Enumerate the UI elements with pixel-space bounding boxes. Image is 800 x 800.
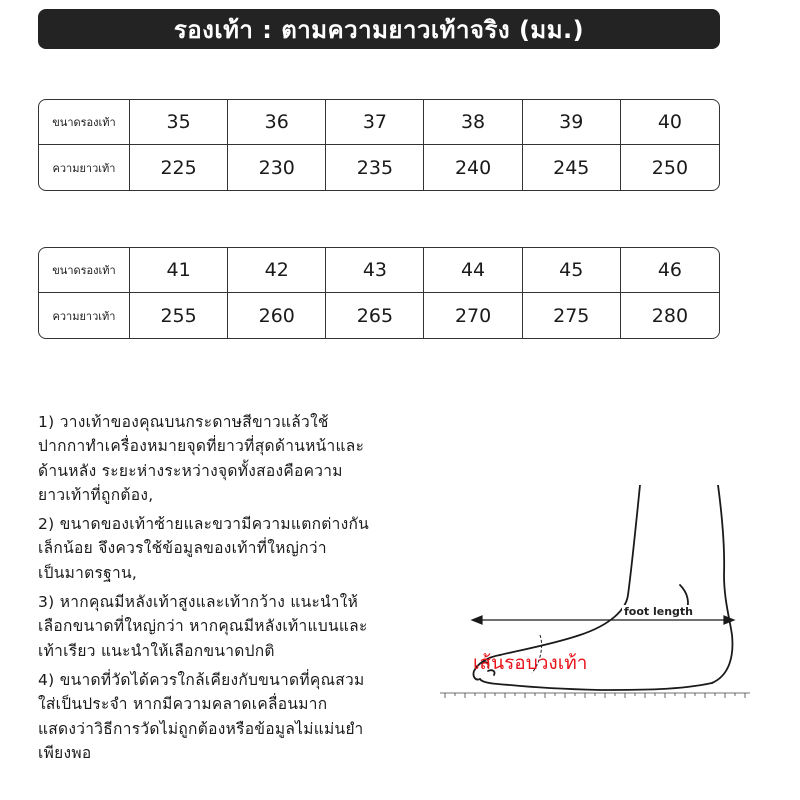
size-cell: 38 bbox=[424, 100, 522, 145]
size-cell: 41 bbox=[130, 248, 228, 293]
size-cell: 46 bbox=[621, 248, 719, 293]
size-table-2 bbox=[38, 247, 720, 339]
size-cell: 40 bbox=[621, 100, 719, 145]
length-cell: 240 bbox=[424, 145, 522, 190]
row-label-size: ขนาดรองเท้า bbox=[39, 100, 130, 145]
size-cell: 43 bbox=[326, 248, 424, 293]
instruction-line: เป็นมาตรฐาน, bbox=[38, 563, 138, 582]
size-cell: 39 bbox=[523, 100, 621, 145]
length-cell: 235 bbox=[326, 145, 424, 190]
instruction-line: 3) หากคุณมีหลังเท้าสูงและเท้ากว้าง แนะนำให้ bbox=[38, 593, 359, 612]
instruction-line: 4) ขนาดที่วัดได้ควรใกล้เคียงกับขนาดที่คุณสวม bbox=[38, 670, 365, 689]
length-cell: 270 bbox=[424, 293, 522, 338]
size-cell: 35 bbox=[130, 100, 228, 145]
instruction-line: 1) วางเท้าของคุณบนกระดาษสีขาวแล้วใช้ bbox=[38, 413, 329, 431]
instruction-line: เพียงพอ bbox=[38, 743, 92, 762]
instruction-item-2 bbox=[38, 512, 443, 585]
instruction-line: แสดงว่าวิธีการวัดไม่ถูกต้องหรือข้อมูลไม่แม่นยำ bbox=[38, 719, 364, 738]
length-cell: 230 bbox=[228, 145, 326, 190]
instruction-item-3 bbox=[38, 590, 443, 663]
foot-sole-outline bbox=[480, 679, 712, 690]
length-cell: 260 bbox=[228, 293, 326, 338]
length-cell: 250 bbox=[651, 156, 689, 179]
foot-circumference-label: เส้นรอบวงเท้า bbox=[473, 652, 588, 674]
size-cell: 37 bbox=[326, 100, 424, 145]
size-cell: 45 bbox=[523, 248, 621, 293]
size-table-1 bbox=[38, 99, 720, 191]
ruler bbox=[440, 693, 750, 698]
instruction-line: เลือกขนาดที่ใหญ่กว่า หากคุณมีหลังเท้าแบนและ bbox=[38, 617, 368, 636]
instruction-item-1 bbox=[38, 410, 443, 507]
leg-back-outline bbox=[712, 485, 732, 683]
measurement-instructions bbox=[38, 410, 443, 770]
instruction-line: ยาวเท้าที่ถูกต้อง, bbox=[38, 485, 154, 504]
instruction-line: ใส่เป็นประจำ หากมีความคลาดเคลื่อนมาก bbox=[38, 695, 328, 714]
instruction-line: ปากกาทำเครื่องหมายจุดที่ยาวที่สุดด้านหน้าและ bbox=[38, 437, 365, 456]
foot-length-label: foot length bbox=[624, 605, 694, 618]
size-cell: 42 bbox=[228, 248, 326, 293]
instruction-item-4 bbox=[38, 668, 443, 765]
length-cell: 255 bbox=[130, 293, 228, 338]
instruction-line: 2) ขนาดของเท้าซ้ายและขวามีความแตกต่างกัน bbox=[38, 515, 370, 534]
page-title: รองเท้า : ตามความยาวเท้าจริง (มม.) bbox=[38, 9, 720, 49]
row-label-length: ความยาวเท้า bbox=[39, 293, 130, 338]
arrow-left-head bbox=[472, 616, 482, 624]
instruction-line: เท้าเรียว แนะนำให้เลือกขนาดปกติ bbox=[38, 641, 275, 660]
instruction-line: เล็กน้อย จึงควรใช้ข้อมูลของเท้าที่ใหญ่กว่า bbox=[38, 539, 327, 558]
size-cell: 44 bbox=[424, 248, 522, 293]
foot-measurement-figure bbox=[440, 485, 760, 710]
leg-front-outline bbox=[500, 485, 640, 655]
length-cell: 280 bbox=[651, 304, 689, 327]
length-cell: 245 bbox=[523, 145, 621, 190]
length-cell: 275 bbox=[523, 293, 621, 338]
length-cell: 265 bbox=[326, 293, 424, 338]
length-cell: 225 bbox=[130, 145, 228, 190]
row-label-size: ขนาดรองเท้า bbox=[39, 248, 130, 293]
row-label-length: ความยาวเท้า bbox=[39, 145, 130, 190]
size-cell: 36 bbox=[228, 100, 326, 145]
instruction-line: ด้านหลัง ระยะห่างระหว่างจุดทั้งสองคือความ bbox=[38, 461, 343, 480]
